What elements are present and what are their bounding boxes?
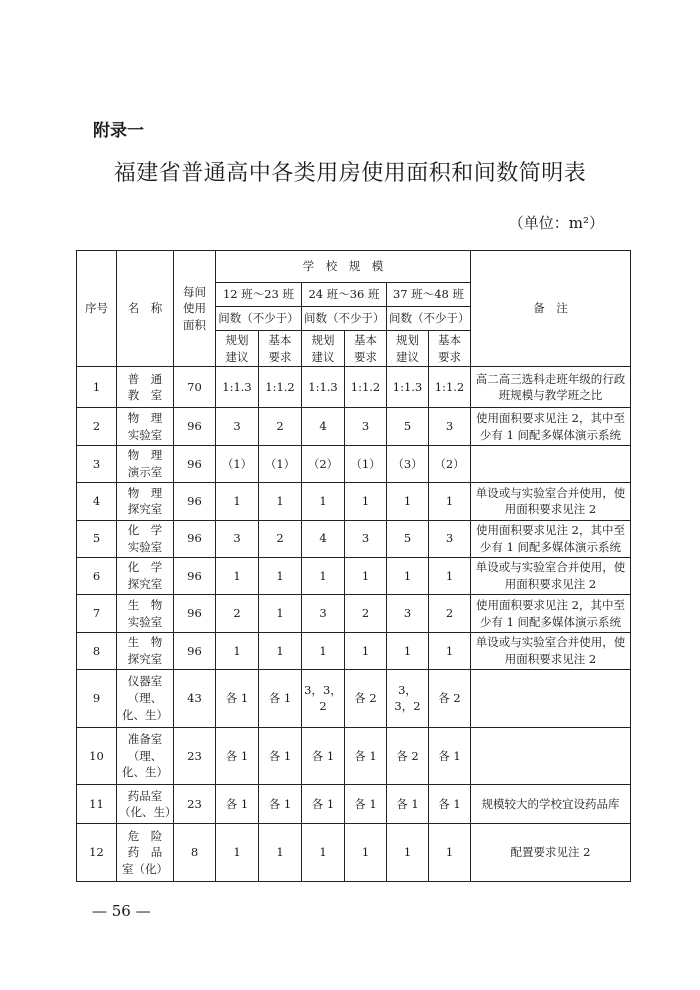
row-value: 1:1.3 [216, 367, 259, 408]
row-name-line: 实验室 [127, 614, 163, 629]
row-value: 1 [429, 483, 471, 520]
row-value: 1 [259, 632, 302, 669]
row-name [117, 445, 174, 482]
row-area: 43 [174, 670, 216, 728]
unit-label: （单位：m²） [508, 214, 604, 232]
row-seq: 7 [77, 595, 117, 632]
row-value: 1 [345, 824, 387, 882]
row-name-line: 物 理 [127, 448, 163, 463]
row-value: 1 [429, 557, 471, 594]
row-value: 5 [387, 520, 429, 557]
page-title: 福建省普通高中各类用房使用面积和间数简明表 [113, 161, 587, 186]
header-basic-line: 基本 [438, 333, 461, 347]
header-plan [387, 331, 429, 367]
row-value: 1 [259, 557, 302, 594]
row-seq: 1 [77, 367, 117, 408]
row-name-line: 化、生） [122, 765, 168, 780]
row-name-line: 演示室 [127, 465, 163, 480]
row-area: 96 [174, 445, 216, 482]
row-value: 各 1 [387, 785, 429, 824]
row-name-line: 化 学 [127, 523, 163, 538]
header-area-line: 使用 [183, 301, 206, 316]
row-name-line: 仪器室 [127, 674, 163, 689]
row-value: 1 [387, 557, 429, 594]
row-value: 1 [345, 483, 387, 520]
row-value: 各 1 [216, 785, 259, 824]
row-value: 1 [259, 483, 302, 520]
row-note: 配置要求见注 2 [471, 824, 631, 882]
header-plan-line: 建议 [225, 349, 249, 364]
row-note [471, 727, 631, 785]
row-note: 单设或与实验室合并使用，使用面积要求见注 2 [471, 557, 631, 594]
table-row [77, 445, 631, 482]
header-basic-line: 要求 [438, 349, 461, 364]
row-area: 96 [174, 632, 216, 669]
row-value: （2） [429, 445, 471, 482]
row-name-line: 探究室 [127, 577, 163, 592]
row-name [117, 483, 174, 520]
header-name: 名 称 [117, 251, 174, 367]
row-name-line: 化 学 [127, 560, 163, 575]
row-value: （2） [302, 445, 345, 482]
row-value: 1 [259, 595, 302, 632]
header-seq: 序号 [77, 251, 117, 367]
row-value: 3 [345, 520, 387, 557]
row-value: 3，3，2 [302, 670, 345, 728]
row-note: 单设或与实验室合并使用，使用面积要求见注 2 [471, 483, 631, 520]
row-value: 各 2 [429, 670, 471, 728]
row-value: 2 [429, 595, 471, 632]
header-area-line: 面积 [183, 318, 206, 332]
row-name [117, 520, 174, 557]
appendix-label: 附录一 [93, 121, 144, 141]
row-value: 1 [302, 557, 345, 594]
row-note: 规模较大的学校宜设药品库 [471, 785, 631, 824]
header-basic [259, 331, 302, 367]
row-name-line: 室（化） [122, 862, 168, 877]
row-value: 各 1 [259, 727, 302, 785]
table-row [77, 595, 631, 632]
header-plan-line: 建议 [311, 349, 335, 364]
row-value: 3 [216, 408, 259, 445]
row-area: 96 [174, 408, 216, 445]
row-seq: 2 [77, 408, 117, 445]
row-name-line: （化、生） [119, 805, 177, 820]
row-area: 96 [174, 557, 216, 594]
row-seq: 4 [77, 483, 117, 520]
row-value: 1 [429, 632, 471, 669]
row-seq: 8 [77, 632, 117, 669]
header-plan-line: 规划 [225, 333, 249, 347]
row-value: 3 [302, 595, 345, 632]
header-note: 备 注 [471, 251, 631, 367]
row-name [117, 408, 174, 445]
header-basic-line: 要求 [354, 349, 377, 364]
header-plan-line: 规划 [311, 333, 335, 347]
table-row [77, 367, 631, 408]
row-value: 1 [302, 483, 345, 520]
row-value: 1 [259, 824, 302, 882]
header-area-line: 每间 [183, 284, 206, 299]
row-value: 3，3，2 [387, 670, 429, 728]
row-value: 3 [345, 408, 387, 445]
row-value: 3 [429, 408, 471, 445]
row-value: 1 [216, 557, 259, 594]
row-note [471, 445, 631, 482]
header-basic-line: 要求 [268, 349, 292, 364]
table-row [77, 727, 631, 785]
header-school-scale: 学 校 规 模 [216, 251, 471, 283]
header-plan [302, 331, 345, 367]
row-value: 各 2 [387, 727, 429, 785]
header-group-1: 12 班～23 班 [216, 283, 302, 307]
row-value: 1:1.2 [345, 367, 387, 408]
row-value: 各 1 [259, 785, 302, 824]
row-name-line: 教 室 [127, 388, 163, 403]
table-row [77, 408, 631, 445]
row-value: （1） [345, 445, 387, 482]
row-value: 1 [302, 632, 345, 669]
header-count-3: 间数（不少于） [387, 307, 471, 331]
row-value: 各 1 [302, 785, 345, 824]
row-value: （1） [216, 445, 259, 482]
row-name [117, 670, 174, 728]
row-value: 1:1.3 [387, 367, 429, 408]
row-value: 各 1 [216, 670, 259, 728]
row-name-line: 化、生） [122, 707, 168, 722]
row-value: 2 [259, 520, 302, 557]
header-plan-line: 建议 [396, 349, 419, 364]
row-seq: 11 [77, 785, 117, 824]
row-value: 1 [216, 824, 259, 882]
table-row [77, 670, 631, 728]
row-value: 4 [302, 520, 345, 557]
row-value: 1:1.2 [429, 367, 471, 408]
header-group-2: 24 班～36 班 [302, 283, 387, 307]
row-area: 70 [174, 367, 216, 408]
row-value: 1 [302, 824, 345, 882]
row-value: （1） [259, 445, 302, 482]
row-value: 1 [345, 632, 387, 669]
row-seq: 12 [77, 824, 117, 882]
row-value: 1 [387, 824, 429, 882]
row-value: 1 [387, 632, 429, 669]
row-value: 1 [387, 483, 429, 520]
table-row [77, 632, 631, 669]
row-note: 高二高三选科走班年级的行政班规模与教学班之比 [471, 367, 631, 408]
row-name-line: 危 险 [127, 828, 163, 843]
header-plan-line: 规划 [396, 333, 419, 347]
row-value: 1 [216, 632, 259, 669]
header-area [174, 251, 216, 367]
row-seq: 6 [77, 557, 117, 594]
row-value: 各 1 [429, 785, 471, 824]
row-value: 各 2 [345, 670, 387, 728]
row-name [117, 557, 174, 594]
header-basic [345, 331, 387, 367]
page-number: — 56 — [92, 902, 151, 920]
row-value: 各 1 [429, 727, 471, 785]
row-name-line: 实验室 [127, 427, 163, 442]
row-value: 3 [216, 520, 259, 557]
row-value: （3） [387, 445, 429, 482]
row-seq: 5 [77, 520, 117, 557]
row-name-line: 物 理 [127, 485, 163, 500]
row-note: 单设或与实验室合并使用，使用面积要求见注 2 [471, 632, 631, 669]
row-area: 23 [174, 727, 216, 785]
header-basic-line: 基本 [354, 333, 377, 347]
row-value: 各 1 [302, 727, 345, 785]
row-value: 5 [387, 408, 429, 445]
row-name [117, 727, 174, 785]
row-name-line: 物 理 [127, 410, 163, 425]
row-area: 96 [174, 483, 216, 520]
row-value: 1 [429, 824, 471, 882]
row-name-line: 普 通 [127, 371, 163, 386]
row-name [117, 595, 174, 632]
row-seq: 3 [77, 445, 117, 482]
row-value: 各 1 [216, 727, 259, 785]
header-basic-line: 基本 [268, 333, 292, 347]
table-row [77, 557, 631, 594]
row-name-line: 准备室 [127, 731, 163, 746]
row-value: 4 [302, 408, 345, 445]
row-note: 使用面积要求见注 2，其中至少有 1 间配多媒体演示系统 [471, 595, 631, 632]
table-row [77, 483, 631, 520]
row-value: 3 [387, 595, 429, 632]
room-area-table [76, 250, 631, 882]
header-plan [216, 331, 259, 367]
row-name-line: 药品室 [127, 788, 163, 803]
row-area: 96 [174, 595, 216, 632]
row-note: 使用面积要求见注 2，其中至少有 1 间配多媒体演示系统 [471, 520, 631, 557]
row-name [117, 785, 177, 824]
row-value: 2 [345, 595, 387, 632]
row-note: 使用面积要求见注 2，其中至少有 1 间配多媒体演示系统 [471, 408, 631, 445]
row-value: 1:1.3 [302, 367, 345, 408]
row-seq: 9 [77, 670, 117, 728]
row-name-line: 生 物 [127, 597, 163, 612]
row-area: 96 [174, 520, 216, 557]
row-value: 各 1 [345, 785, 387, 824]
row-name [117, 367, 174, 408]
row-name-line: （理、 [127, 748, 163, 763]
row-value: 各 1 [345, 727, 387, 785]
row-name [117, 632, 174, 669]
row-name-line: 探究室 [127, 502, 163, 517]
row-value: 1 [345, 557, 387, 594]
row-name [117, 824, 174, 882]
table-body [77, 367, 631, 882]
row-value: 1 [216, 483, 259, 520]
header-basic [429, 331, 471, 367]
row-area: 23 [174, 785, 216, 824]
row-value: 2 [216, 595, 259, 632]
row-note [471, 670, 631, 728]
table-row [77, 824, 631, 882]
table-row [77, 785, 631, 824]
row-value: 3 [429, 520, 471, 557]
header-count-1: 间数（不少于） [216, 307, 302, 331]
row-value: 各 1 [259, 670, 302, 728]
table-row [77, 520, 631, 557]
row-name-line: （理、 [127, 691, 163, 706]
row-seq: 10 [77, 727, 117, 785]
row-name-line: 生 物 [127, 635, 163, 650]
header-count-2: 间数（不少于） [302, 307, 387, 331]
row-value: 2 [259, 408, 302, 445]
table-header [77, 251, 631, 367]
row-value: 1:1.2 [259, 367, 302, 408]
header-group-3: 37 班～48 班 [387, 283, 471, 307]
row-name-line: 药 品 [127, 845, 163, 860]
row-name-line: 实验室 [127, 539, 163, 554]
row-name-line: 探究室 [127, 651, 163, 666]
row-area: 8 [174, 824, 216, 882]
